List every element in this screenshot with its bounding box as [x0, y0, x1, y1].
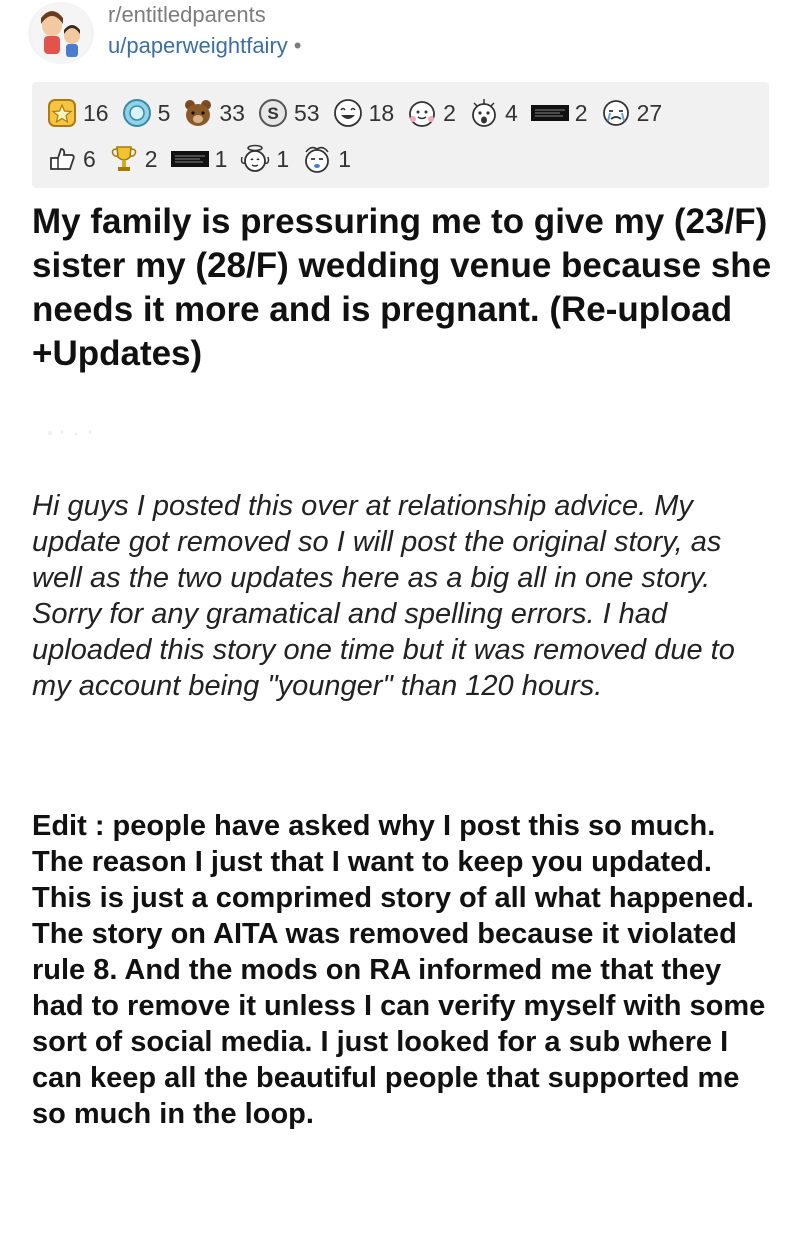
text-card-icon	[170, 143, 210, 175]
award-item[interactable]	[182, 97, 245, 129]
laughing-face-icon	[332, 97, 364, 129]
award-count: 18	[368, 99, 395, 126]
award-item[interactable]	[108, 143, 158, 175]
award-item[interactable]	[530, 97, 588, 129]
trophy-icon	[108, 143, 140, 175]
award-count: 16	[83, 99, 109, 126]
star-badge-icon	[46, 97, 78, 129]
award-item[interactable]	[468, 97, 518, 129]
svg-text:S: S	[267, 104, 279, 123]
award-count: 33	[219, 99, 245, 126]
award-item[interactable]	[239, 143, 289, 175]
award-count: 1	[276, 145, 290, 172]
award-count: 1	[338, 145, 351, 172]
award-item[interactable]	[600, 97, 663, 129]
faint-smudge	[40, 428, 100, 438]
award-item[interactable]	[121, 97, 171, 129]
thumb-hand-icon	[46, 143, 78, 175]
awards-panel	[32, 82, 769, 188]
post-header	[28, 0, 788, 66]
subreddit-name[interactable]: r/entitledparents	[108, 2, 266, 27]
author-row	[108, 33, 301, 59]
award-count: 2	[443, 99, 456, 126]
award-count: 5	[157, 99, 171, 126]
bear-icon	[182, 97, 214, 129]
awards-row-2	[46, 136, 769, 182]
gem-coin-icon	[121, 97, 153, 129]
award-count: 2	[144, 145, 158, 172]
post-intro-paragraph: Hi guys I posted this over at relationship advice. My update got removed so I will post the original story, as well as the two updates here as a big all in one story. Sorry for any gramatical and spelling errors. I had uploaded this story one time but it was removed due to my account being "younger" than 120 hours.	[32, 490, 735, 702]
separator-dot: •	[293, 33, 302, 58]
s-coin-icon	[257, 97, 289, 129]
award-count: 53	[293, 99, 320, 126]
crying-face-icon	[600, 97, 632, 129]
award-item[interactable]	[170, 143, 228, 175]
subreddit-avatar[interactable]	[28, 2, 94, 64]
award-count: 2	[574, 99, 588, 126]
shocked-face-icon	[468, 97, 500, 129]
award-item[interactable]	[332, 97, 395, 129]
award-item[interactable]	[406, 97, 456, 129]
text-card-icon	[530, 97, 570, 129]
award-item[interactable]	[46, 97, 109, 129]
award-item[interactable]	[46, 143, 96, 175]
post-edit-paragraph: Edit : people have asked why I post this so much. The reason I just that I want to keep you updated. This is just a comprimed story of all what happened. The story on AITA was removed because it violated rule 8. And the mods on RA informed me that they had to remove it unless I can verify myself with some sort of social media. I just looked for a sub where I can keep all the beautiful people that supported me so much in the loop.	[32, 810, 766, 1130]
award-item[interactable]	[301, 143, 351, 175]
award-count: 27	[636, 99, 663, 126]
angel-face-icon	[239, 143, 271, 175]
award-count: 4	[504, 99, 518, 126]
award-item[interactable]	[257, 97, 320, 129]
sleepy-face-icon	[301, 143, 333, 175]
post-title[interactable]: My family is pressuring me to give my (23/F) sister my (28/F) wedding venue because she needs it more and is pregnant. (Re-upload +Updates)	[32, 202, 772, 373]
author-username[interactable]: u/paperweightfairy	[108, 33, 288, 58]
hug-face-icon	[406, 97, 438, 129]
awards-row-1	[46, 90, 769, 136]
award-count: 1	[214, 145, 228, 172]
award-count: 6	[83, 145, 96, 172]
